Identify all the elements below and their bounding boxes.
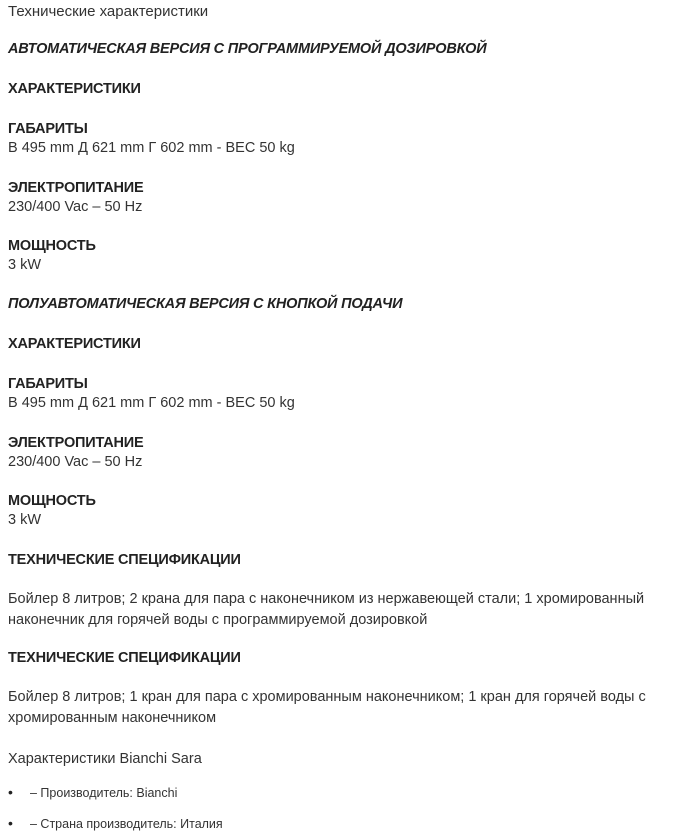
auto-power-label: МОЩНОСТЬ xyxy=(8,238,96,254)
bullet-icon: • xyxy=(8,815,13,831)
auto-characteristics-heading: ХАРАКТЕРИСТИКИ xyxy=(8,81,141,97)
list-item-text: – Страна производитель: Италия xyxy=(30,817,223,831)
semi-power-value: 3 kW xyxy=(8,512,42,528)
semi-dimensions-value: В 495 mm Д 621 mm Г 602 mm - ВЕС 50 kg xyxy=(8,395,295,411)
semi-auto-version-heading: ПОЛУАВТОМАТИЧЕСКАЯ ВЕРСИЯ С КНОПКОЙ ПОДАЧИ xyxy=(8,296,403,312)
specs-1-text: Бойлер 8 литров; 2 крана для пара с наконечником из нержавеющей стали; 1 хромированный наконечник для горячей воды с программируемой дозировкой xyxy=(8,591,645,628)
specs-2-text: Бойлер 8 литров; 1 кран для пара с хромированным наконечником; 1 кран для горячей воды с хромированным наконечником xyxy=(8,689,646,726)
specs-1-heading: ТЕХНИЧЕСКИЕ СПЕЦИФИКАЦИИ xyxy=(8,552,241,568)
bullet-icon: • xyxy=(8,784,13,800)
auto-dimensions-value: В 495 mm Д 621 mm Г 602 mm - ВЕС 50 kg xyxy=(8,140,295,156)
auto-power-value: 3 kW xyxy=(8,257,42,273)
auto-power-supply-label: ЭЛЕКТРОПИТАНИЕ xyxy=(8,180,144,196)
auto-dimensions-label: ГАБАРИТЫ xyxy=(8,121,88,137)
page-title: Технические характеристики xyxy=(8,3,209,20)
brand-heading: Характеристики Bianchi Sara xyxy=(8,751,202,767)
semi-characteristics-heading: ХАРАКТЕРИСТИКИ xyxy=(8,336,141,352)
list-item-text: – Производитель: Bianchi xyxy=(30,786,178,800)
auto-power-supply-value: 230/400 Vac – 50 Hz xyxy=(8,199,143,215)
auto-version-heading: АВТОМАТИЧЕСКАЯ ВЕРСИЯ С ПРОГРАММИРУЕМОЙ ДОЗИРОВКОЙ xyxy=(8,41,487,57)
semi-dimensions-label: ГАБАРИТЫ xyxy=(8,376,88,392)
semi-power-label: МОЩНОСТЬ xyxy=(8,493,96,509)
semi-power-supply-value: 230/400 Vac – 50 Hz xyxy=(8,454,143,470)
specs-2-heading: ТЕХНИЧЕСКИЕ СПЕЦИФИКАЦИИ xyxy=(8,650,241,666)
semi-power-supply-label: ЭЛЕКТРОПИТАНИЕ xyxy=(8,435,144,451)
